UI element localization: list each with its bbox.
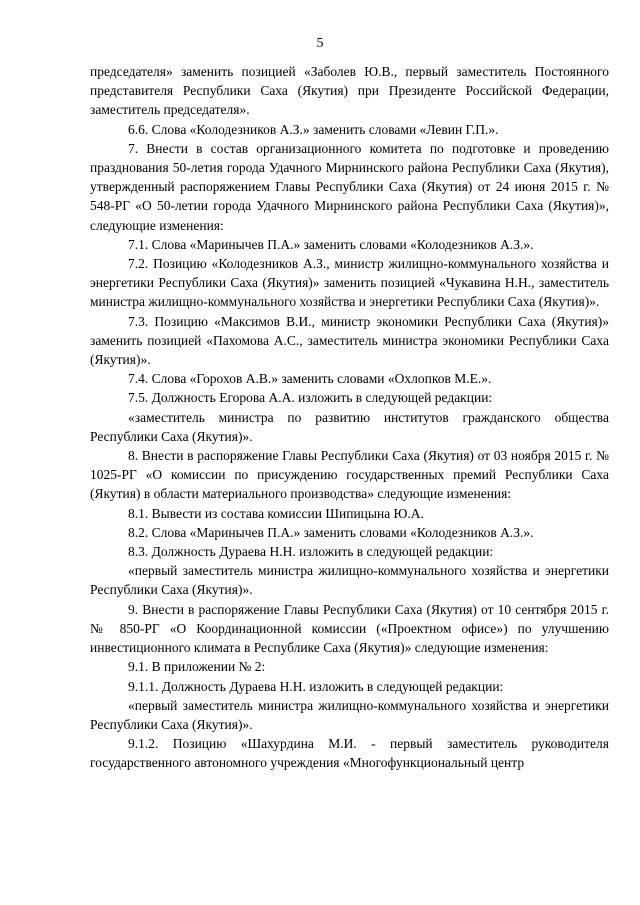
paragraph: 8.3. Должность Дураева Н.Н. изложить в следующей редакции: <box>128 544 494 560</box>
paragraph: 9.1. В приложении № 2: <box>128 659 266 675</box>
paragraph: 7.2. Позицию «Колодезников А.З., министр жилищно-коммунального хозяйства и энергетики Республики Саха (Якутия)» заменить позицией «Чукавина Н.Н., заместитель министра жилищно-коммунального хозяйства и энергетики Республики Саха (Якутия)». <box>90 256 609 310</box>
paragraph: 6.6. Слова «Колодезников А.З.» заменить словами «Левин Г.П.». <box>128 121 499 137</box>
paragraph: 8.2. Слова «Маринычев П.А.» заменить словами «Колодезников А.З.». <box>128 524 534 540</box>
document-body <box>90 62 609 773</box>
paragraph: 7.5. Должность Егорова А.А. изложить в следующей редакции: <box>128 390 493 406</box>
paragraph: 9.1.1. Должность Дураева Н.Н. изложить в следующей редакции: <box>128 678 504 694</box>
page-number: 5 <box>316 36 324 51</box>
paragraph: 7. Внести в состав организационного комитета по подготовке и проведению празднования 50-летия города Удачного Мирнинского района Республики Саха (Якутия), утвержденный распоряжением Главы Республики Саха (Якутия) от 24 июня 2015 г. № 548-РГ «О 50-летии города Удачного Мирнинского района Республики Саха (Якутия)», следующие изменения: <box>90 140 609 233</box>
paragraph: «заместитель министра по развитию институтов гражданского общества Республики Саха (Якутия)». <box>90 409 609 444</box>
paragraph: 7.3. Позицию «Максимов В.И., министр экономики Республики Саха (Якутия)» заменить позицией «Пахомова А.С., заместитель министра экономики Республики Саха (Якутия)». <box>90 313 609 368</box>
paragraph: 9.1.2. Позицию «Шахурдина М.И. - первый заместитель руководителя государственного автономного учреждения «Многофункциональный центр <box>90 736 609 771</box>
paragraph: 7.1. Слова «Маринычев П.А.» заменить словами «Колодезников А.З.». <box>128 236 534 252</box>
paragraph: 8. Внести в распоряжение Главы Республики Саха (Якутия) от 03 ноября 2015 г. № 1025-РГ «О комиссии по присуждению государственных премий Республики Саха (Якутия) в области материального производства» следующие изменения: <box>90 448 609 502</box>
paragraph: 7.4. Слова «Горохов А.В.» заменить словами «Охлопков М.Е.». <box>128 371 492 387</box>
paragraph: 8.1. Вывести из состава комиссии Шипицына Ю.А. <box>128 505 424 521</box>
paragraph: 9. Внести в распоряжение Главы Республики Саха (Якутия) от 10 сентября 2015 г. № 850-РГ «О Координационной комиссии («Проектном офисе») по улучшению инвестиционного климата в Республике Саха (Якутия)» следующие изменения: <box>90 601 609 656</box>
paragraph: «первый заместитель министра жилищно-коммунального хозяйства и энергетики Республики Саха (Якутия)». <box>90 563 609 598</box>
paragraph: «первый заместитель министра жилищно-коммунального хозяйства и энергетики Республики Саха (Якутия)». <box>90 697 609 732</box>
paragraph: председателя» заменить позицией «Заболев Ю.В., первый заместитель Постоянного представителя Республики Саха (Якутия) при Президенте Российской Федерации, заместитель председателя». <box>90 64 609 118</box>
